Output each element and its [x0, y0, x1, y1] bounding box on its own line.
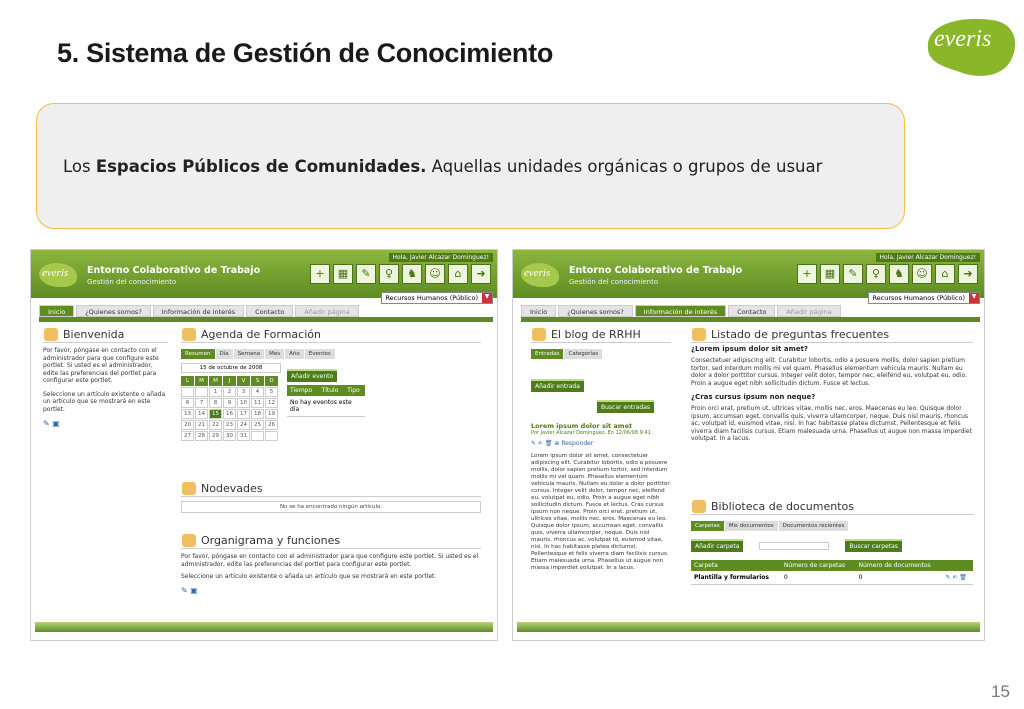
calendar-day[interactable]: 2 — [223, 387, 236, 397]
weekday-header: L — [181, 376, 194, 386]
calendar-day[interactable]: 26 — [265, 420, 278, 430]
goat-icon[interactable]: ♞ — [402, 264, 422, 284]
chevron-down-icon: ▼ — [482, 293, 492, 303]
calendar-day[interactable]: 15 — [209, 409, 222, 419]
tools-icon[interactable]: ✎ — [843, 264, 863, 284]
tab-add-page[interactable]: Añadir página — [777, 305, 840, 317]
calendar-grid — [181, 376, 281, 441]
search-entries-button[interactable]: Buscar entradas — [597, 400, 654, 413]
portlet-title: Agenda de Formación — [181, 328, 481, 343]
events-table — [287, 385, 365, 417]
weekday-header: S — [251, 376, 264, 386]
user-greeting[interactable]: Hola, Javier Alcazar Dominguez! — [876, 253, 980, 262]
calendar-day[interactable]: 30 — [223, 431, 236, 441]
calendar-day[interactable]: 28 — [195, 431, 208, 441]
faq-answer: Consectetuer adipiscing elit. Curabitur lobortis, odio a posuere mollis, dolor sapien pretium tortor, sed interdum mollis mi vel quam. Phasellus elementum vehicula mauris. Nullam eu dolor a dolor porttitor cursus. Integer velit dolor, tempor nec, eleifend eu, volutpat eu, odio. Proin a augue eget nibh sollicitudin dictum. Fusce et lectus. — [691, 357, 967, 387]
tab-ano[interactable]: Año — [285, 349, 304, 359]
calendar-day — [265, 431, 278, 441]
row-actions-icon[interactable]: ✎ ✍ 🗑 — [942, 571, 973, 585]
calendar-day — [251, 431, 264, 441]
tab-semana[interactable]: Semana — [234, 349, 264, 359]
search-input[interactable] — [759, 542, 829, 550]
add-entry-button[interactable]: Añadir entrada — [531, 379, 584, 392]
slide-title: 5. Sistema de Gestión de Conocimiento — [57, 38, 554, 68]
calendar-day — [181, 387, 194, 397]
portlet-title: Bienvenida — [43, 328, 168, 343]
calendar-day[interactable]: 29 — [209, 431, 222, 441]
calendar-day[interactable]: 12 — [265, 398, 278, 408]
community-select[interactable]: Recursos Humanos (Público) ▼ — [381, 292, 493, 304]
callout-text: Los Espacios Públicos de Comunidades. Aquellas unidades orgánicas o grupos de usuar — [63, 157, 823, 176]
weekday-header: M — [209, 376, 222, 386]
column-header: Título — [319, 385, 345, 396]
user-greeting[interactable]: Hola, Javier Alcazar Dominguez! — [389, 253, 493, 262]
post-actions: ✎ ✍ 🗑 ⊕ Responder — [531, 440, 594, 447]
agenda-tabs — [181, 349, 481, 359]
layout-icon[interactable]: ▦ — [333, 264, 353, 284]
portal-title: Entorno Colaborativo de Trabajo — [569, 265, 743, 276]
calendar-day[interactable]: 31 — [237, 431, 250, 441]
calendar-day[interactable]: 10 — [237, 398, 250, 408]
tab-informacion[interactable]: Información de interés — [635, 305, 726, 317]
weekday-header: D — [265, 376, 278, 386]
tab-inicio[interactable]: Inicio — [39, 305, 74, 317]
calendar-day[interactable]: 25 — [251, 420, 264, 430]
tab-informacion[interactable]: Información de interés — [153, 305, 244, 317]
calendar-day[interactable]: 21 — [195, 420, 208, 430]
portlet-title: Listado de preguntas frecuentes — [691, 328, 973, 343]
agenda-portlet — [181, 328, 481, 441]
faq-answer: Proin orci erat, pretium ut, ultrices vitae, mollis nec, eros. Maecenas eu leo. Quisque dolor ipsum, accumsan eget, convallis quis, viverra ullamcorper, neque. Duis nisl mauris, rhoncus ac, volutpat id, euismod vitae, nisi. In hac habitasse platea dictumst. Pellentesque et felis viverra diam facilisis cursus. Etiam malesuada urna. Phasellus ut augue non massa imperdiet volutpat. In a lacus. — [691, 405, 972, 442]
calendar-day[interactable]: 19 — [265, 409, 278, 419]
nav-tabs — [39, 305, 497, 317]
home-icon[interactable]: ⌂ — [935, 264, 955, 284]
post-meta: Por Javier Alcazar Dominguez, En 12/06/08 9:41 — [531, 430, 651, 436]
calendar-day[interactable]: 23 — [223, 420, 236, 430]
add-icon[interactable]: + — [310, 264, 330, 284]
screenshot-left — [30, 249, 498, 641]
blog-tabs — [531, 349, 671, 359]
tab-inicio[interactable]: Inicio — [521, 305, 556, 317]
post-title[interactable]: Lorem ipsum dolor sit amet — [531, 422, 633, 430]
edit-icon[interactable]: ✎ ▣ — [181, 585, 198, 595]
blog-portlet — [531, 328, 671, 572]
tab-categorias[interactable]: Categorías — [564, 349, 602, 359]
empty-notice: No se ha encontrado ningún artículo. — [181, 501, 481, 513]
calendar-day[interactable]: 6 — [181, 398, 194, 408]
tab-mes[interactable]: Mes — [265, 349, 284, 359]
organigrama-portlet — [181, 534, 481, 595]
portlet-text: Por favor, póngase en contacto con el administrador para que configure este portlet. Si usted es el administrador, edite las preferencias del portlet para configurar este portlet. — [181, 553, 479, 568]
portlet-text: Seleccione un artículo existente o añada un artículo que se mostrará en este portlet. — [43, 390, 166, 413]
add-folder-button[interactable]: Añadir carpeta — [691, 539, 743, 552]
calendar-day[interactable]: 8 — [209, 398, 222, 408]
people-icon[interactable]: ☺ — [912, 264, 932, 284]
portlet-title: El blog de RRHH — [531, 328, 671, 343]
calendar-day[interactable]: 20 — [181, 420, 194, 430]
column-header: Tiempo — [287, 385, 319, 396]
folder-count: 0 — [781, 571, 856, 585]
calendar-day[interactable]: 1 — [209, 387, 222, 397]
weekday-header: V — [237, 376, 250, 386]
nodevades-portlet — [181, 482, 481, 513]
edit-icon[interactable]: ✎ ▣ — [43, 419, 60, 428]
portlet-text: Seleccione un artículo existente o añada un artículo que se mostrará en este portlet. — [181, 573, 437, 580]
exit-icon[interactable]: ➜ — [958, 264, 978, 284]
portal-subtitle: Gestión del conocimiento — [87, 278, 177, 286]
portal-subtitle: Gestión del conocimiento — [569, 278, 659, 286]
column-header: Número de documentos — [856, 560, 943, 571]
tab-add-page[interactable]: Añadir página — [295, 305, 358, 317]
tab-resumen[interactable]: Resumen — [181, 349, 215, 359]
calendar-day[interactable]: 11 — [251, 398, 264, 408]
exit-icon[interactable]: ➜ — [471, 264, 491, 284]
tab-quienes-somos[interactable]: ¿Quienes somos? — [558, 305, 633, 317]
weekday-header: J — [223, 376, 236, 386]
portlet-title: Biblioteca de documentos — [691, 500, 973, 515]
calendar-day — [195, 387, 208, 397]
reply-link[interactable]: Responder — [561, 440, 594, 447]
calendar-day[interactable]: 13 — [181, 409, 194, 419]
logo-text: everis — [934, 26, 992, 52]
tab-eventos[interactable]: Eventos — [305, 349, 335, 359]
portal-title: Entorno Colaborativo de Trabajo — [87, 265, 261, 276]
footer-bar — [517, 622, 980, 632]
bienvenida-portlet — [43, 328, 168, 428]
community-select[interactable]: Recursos Humanos (Público) ▼ — [868, 292, 980, 304]
chevron-down-icon: ▼ — [969, 293, 979, 303]
screenshot-right — [512, 249, 985, 641]
biblioteca-portlet — [691, 500, 973, 585]
calendar-day[interactable]: 3 — [237, 387, 250, 397]
calendar-day[interactable]: 16 — [223, 409, 236, 419]
portal-header — [31, 250, 497, 298]
folders-table — [691, 560, 973, 585]
faq-question: ¿Cras cursus ipsum non neque? — [691, 393, 816, 401]
tab-dia[interactable]: Día — [216, 349, 233, 359]
document-count: 0 — [856, 571, 943, 585]
nav-underline — [39, 317, 493, 322]
folder-name[interactable]: Plantilla y formularios — [691, 571, 781, 585]
footer-bar — [35, 622, 493, 632]
post-body: Lorem ipsum dolor sit amet, consectetuer adipiscing elit. Curabitur lobortis, odio a posuere mollis, dolor sapien pretium tortor, sed interdum mollis mi vel quam. Phasellus elementum vehicula mauris. Nullam eu dolor a dolor porttitor cursus. Integer velit dolor, tempor nec, eleifend eu, volutpat eu, odio. Proin a augue eget nibh sollicitudin dictum. Fusce et lectus. Cras cursus ipsum non neque. Proin orci erat, pretium ut, ultrices vitae, mollis nec, eros. Maecenas eu leo. Quisque dolor ipsum, accumsan eget, convallis quis, viverra ullamcorper, neque. Duis nisl mauris, rhoncus ac, volutpat id, euismod vitae, nisi. In hac habitasse platea dictumst. Pellentesque et felis viverra diam facilisis cursus. Etiam malesuada urna. Phasellus ut augue non massa imperdiet volutpat. In a lacus. — [531, 453, 670, 571]
calendar-date: 15 de octubre de 2008 — [181, 363, 281, 373]
weekday-header: M — [195, 376, 208, 386]
library-tabs — [691, 521, 973, 531]
add-event-button[interactable]: Añadir evento — [287, 369, 337, 382]
goat-icon[interactable]: ♞ — [889, 264, 909, 284]
tab-quienes-somos[interactable]: ¿Quienes somos? — [76, 305, 151, 317]
people-icon[interactable]: ☺ — [425, 264, 445, 284]
header-toolbar — [797, 264, 978, 284]
no-events-text: No hay eventos este día — [287, 396, 365, 417]
nav-underline — [521, 317, 980, 322]
table-row[interactable] — [691, 571, 973, 585]
calendar-day[interactable]: 27 — [181, 431, 194, 441]
page-number: 15 — [991, 682, 1010, 701]
calendar-day[interactable]: 4 — [251, 387, 264, 397]
calendar-day[interactable]: 24 — [237, 420, 250, 430]
column-header: Número de carpetas — [781, 560, 856, 571]
calendar-day[interactable]: 14 — [195, 409, 208, 419]
column-header: Carpeta — [691, 560, 781, 571]
tab-documentos-recientes[interactable]: Documentos recientes — [779, 521, 849, 531]
column-header: Tipo — [344, 385, 365, 396]
tab-contacto[interactable]: Contacto — [728, 305, 775, 317]
calendar-day[interactable]: 9 — [223, 398, 236, 408]
callout-box — [36, 103, 905, 229]
add-icon[interactable]: + — [797, 264, 817, 284]
header-toolbar — [310, 264, 491, 284]
calendar-day[interactable]: 18 — [251, 409, 264, 419]
home-icon[interactable]: ⌂ — [448, 264, 468, 284]
faq-portlet — [691, 328, 973, 443]
portlet-title: Nodevades — [181, 482, 481, 497]
nav-tabs — [521, 305, 984, 317]
pin-icon[interactable]: ♀ — [379, 264, 399, 284]
faq-question: ¿Lorem ipsum dolor sit amet? — [691, 345, 808, 353]
search-folders-button[interactable]: Buscar carpetas — [845, 539, 902, 552]
pin-icon[interactable]: ♀ — [866, 264, 886, 284]
portal-logo: everis — [39, 263, 77, 287]
tools-icon[interactable]: ✎ — [356, 264, 376, 284]
calendar-day[interactable]: 22 — [209, 420, 222, 430]
tab-mis-documentos[interactable]: Mis documentos — [725, 521, 778, 531]
tab-entradas[interactable]: Entradas — [531, 349, 563, 359]
portal-logo: everis — [521, 263, 559, 287]
calendar-day[interactable]: 17 — [237, 409, 250, 419]
portlet-text: Por favor, póngase en contacto con el administrador para que configure este portlet. Si usted es el administrador, edite las preferencias del portlet para configurar este portlet. — [43, 347, 159, 384]
tab-carpetas[interactable]: Carpetas — [691, 521, 724, 531]
tab-contacto[interactable]: Contacto — [246, 305, 293, 317]
portlet-title: Organigrama y funciones — [181, 534, 481, 549]
layout-icon[interactable]: ▦ — [820, 264, 840, 284]
calendar-day[interactable]: 5 — [265, 387, 278, 397]
portal-header — [513, 250, 984, 298]
calendar-day[interactable]: 7 — [195, 398, 208, 408]
